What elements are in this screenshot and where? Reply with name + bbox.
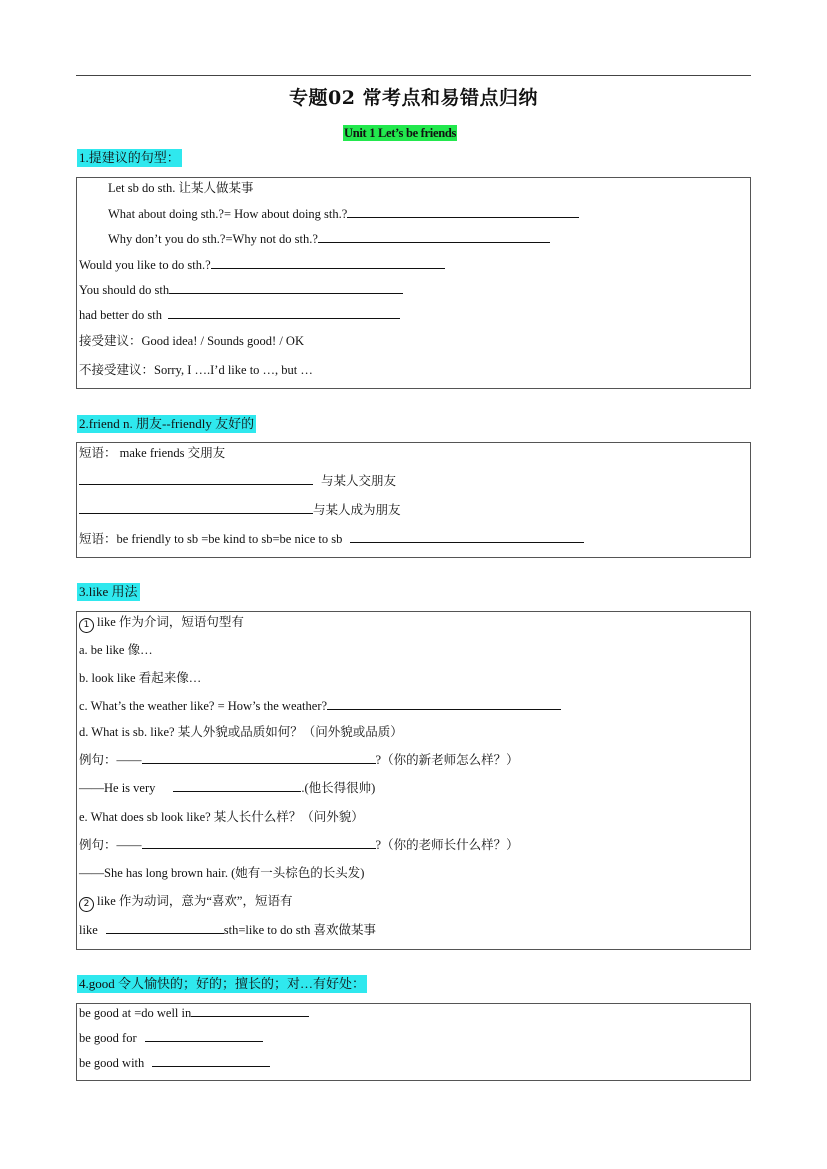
answer-blank[interactable]: [79, 474, 313, 485]
unit-subtitle: Unit 1 Let’s be friends: [344, 126, 457, 140]
section-4-line-1: be good at =do well in: [79, 1005, 309, 1021]
section-1-line-5: You should do sth: [79, 282, 403, 298]
section-4-box: [76, 1003, 751, 1081]
header-rule: [76, 75, 751, 76]
circled-number-1: 1: [79, 618, 94, 633]
answer-blank[interactable]: [142, 838, 376, 849]
section-3-line-7: ——He is very .(他长得很帅): [79, 781, 376, 795]
answer-blank[interactable]: [350, 532, 584, 543]
answer-blank[interactable]: [318, 232, 550, 243]
section-3-box: [76, 611, 751, 950]
section-3-line-2: a. be like 像…: [79, 643, 153, 657]
section-3-line-3: b. look like 看起来像…: [79, 671, 202, 685]
section-2-line-4: 短语：be friendly to sb =be kind to sb=be nice to sb: [79, 531, 584, 547]
section-3-line-10: ——She has long brown hair. (她有一头棕色的长头发): [79, 866, 365, 880]
section-4-line-2: be good for: [79, 1030, 263, 1046]
section-2-line-1: 短语： make friends 交朋友: [79, 446, 226, 460]
section-3-line-8: e. What does sb look like? 某人长什么样？（问外貌）: [79, 810, 364, 824]
answer-blank[interactable]: [142, 753, 376, 764]
section-1-line-1: Let sb do sth. 让某人做某事: [108, 181, 254, 195]
section-3-line-4: c. What’s the weather like? = How’s the weather?: [79, 698, 561, 714]
section-3-line-9: 例句：—— ?（你的老师长什么样？）: [79, 838, 519, 852]
page-title: 专题02 常考点和易错点归纳: [288, 87, 539, 109]
section-3-line-11: 2 like 作为动词，意为“喜欢”，短语有: [79, 893, 292, 912]
section-1-line-2: What about doing sth.?= How about doing sth.?: [108, 206, 579, 222]
answer-blank[interactable]: [211, 258, 445, 269]
answer-blank[interactable]: [169, 283, 403, 294]
answer-blank[interactable]: [347, 207, 579, 218]
section-3-line-12: like sth=like to do sth 喜欢做某事: [79, 923, 376, 937]
section-1-line-4: Would you like to do sth.?: [79, 257, 445, 273]
section-4-heading: 4.good 令人愉快的；好的；擅长的；对…有好处：: [79, 976, 366, 991]
section-2-box: [76, 442, 751, 558]
answer-blank[interactable]: [191, 1006, 309, 1017]
section-1-line-3: Why don’t you do sth.?=Why not do sth.?: [108, 231, 550, 247]
section-2-line-3: 与某人成为朋友: [79, 502, 401, 518]
section-1-box: [76, 177, 751, 389]
section-1-line-6: had better do sth: [79, 307, 400, 323]
section-1-line-8: 不接受建议：Sorry, I ….I’d like to …, but …: [79, 363, 313, 377]
answer-blank[interactable]: [152, 1056, 270, 1067]
answer-blank[interactable]: [173, 781, 301, 792]
section-3-heading: 3.like 用法: [79, 584, 138, 599]
section-3-line-1: 1 like 作为介词，短语句型有: [79, 614, 244, 633]
section-2-heading: 2.friend n. 朋友--friendly 友好的: [79, 416, 255, 431]
answer-blank[interactable]: [168, 308, 400, 319]
circled-number-2: 2: [79, 897, 94, 912]
answer-blank[interactable]: [145, 1031, 263, 1042]
section-3-line-6: 例句：—— ?（你的新老师怎么样？）: [79, 753, 519, 767]
answer-blank[interactable]: [327, 699, 561, 710]
section-4-line-3: be good with: [79, 1055, 270, 1071]
section-1-line-7: 接受建议：Good idea! / Sounds good! / OK: [79, 334, 304, 348]
section-3-line-5: d. What is sb. like? 某人外貌或品质如何？（问外貌或品质）: [79, 725, 403, 739]
section-1-heading: 1.提建议的句型：: [79, 150, 180, 165]
section-2-line-2: 与某人交朋友: [79, 473, 396, 489]
answer-blank[interactable]: [106, 923, 224, 934]
answer-blank[interactable]: [79, 503, 313, 514]
